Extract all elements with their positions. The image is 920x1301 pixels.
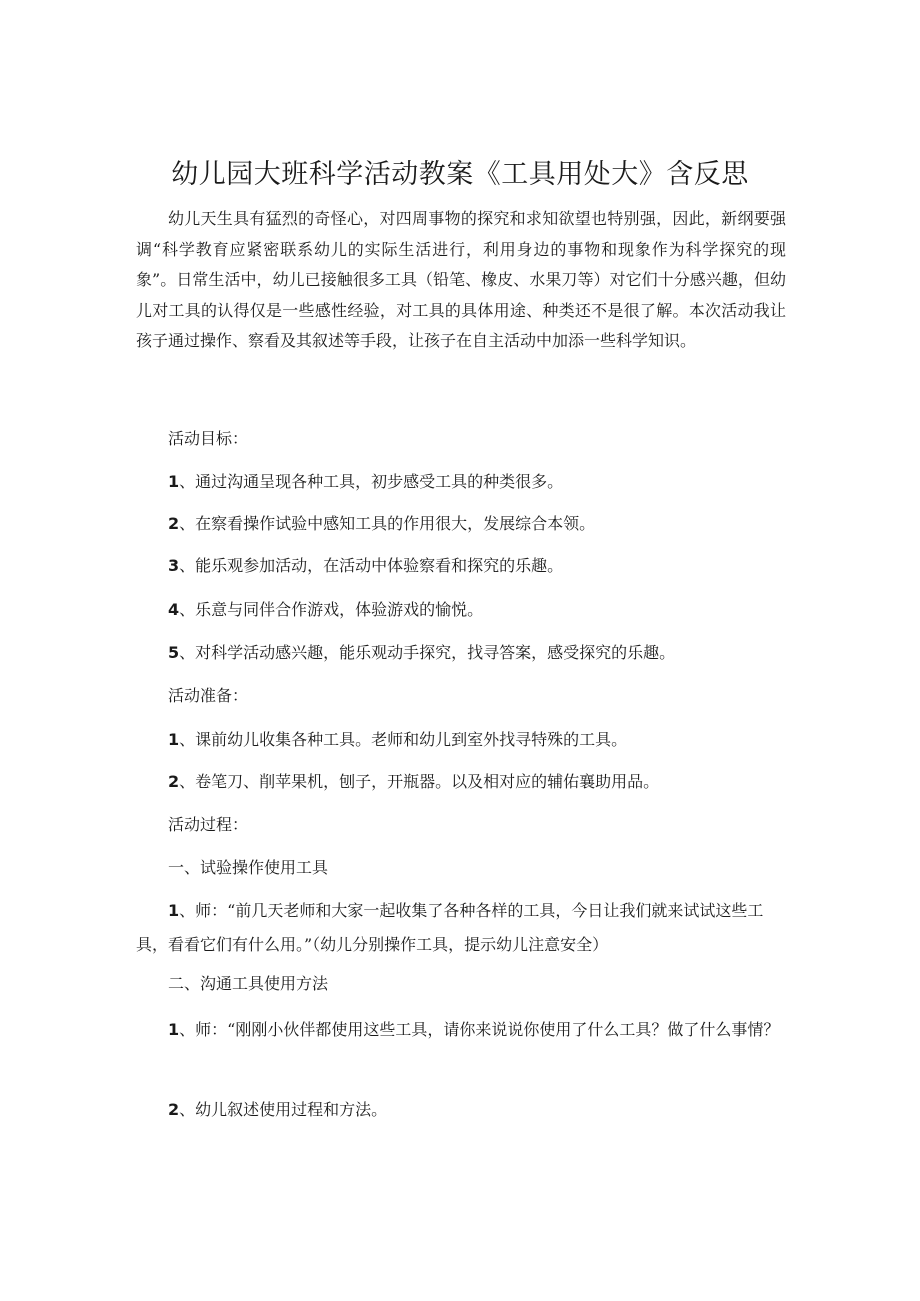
section-two-heading: 二、沟通工具使用方法: [168, 974, 329, 993]
item-text: 、幼儿叙述使用过程和方法。: [179, 1100, 388, 1119]
prep-text: 、课前幼儿收集各种工具。老师和幼儿到室外找寻特殊的工具。: [179, 730, 628, 749]
item-text: 、师：“刚刚小伙伴都使用这些工具，请你来说说你使用了什么工具？做了什么事情？: [179, 1020, 780, 1039]
section-one-item: [136, 894, 788, 962]
item-number: 1: [168, 1020, 180, 1039]
goal-text: 、通过沟通呈现各种工具，初步感受工具的种类很多。: [179, 472, 564, 491]
item-number: 2: [168, 1100, 180, 1119]
intro-paragraph: 幼儿天生具有猛烈的奇怪心，对四周事物的探究和求知欲望也特别强，因此，新纲要强调“科学教育应紧密联系幼儿的实际生活进行，利用身边的事物和现象作为科学探究的现象”。日常生活中，幼儿已接触很多工具（铅笔、橡皮、水果刀等）对它们十分感兴趣，但幼儿对工具的认得仅是一些感性经验，对工具的具体用途、种类还不是很了解。本次活动我让孩子通过操作、察看及其叙述等手段，让孩子在自主活动中加添一些科学知识。: [136, 209, 786, 350]
goal-text: 、在察看操作试验中感知工具的作用很大，发展综合本领。: [179, 514, 596, 533]
prep-item: [168, 725, 788, 755]
goal-text: 、能乐观参加活动，在活动中体验察看和探究的乐趣。: [179, 556, 564, 575]
prep-item: [168, 767, 788, 797]
prep-number: 2: [168, 772, 180, 791]
document-title: 幼儿园大班科学活动教案《工具用处大》含反思: [171, 159, 749, 190]
prep-number: 1: [168, 730, 180, 749]
goal-item: [168, 595, 788, 625]
section-two-item: [168, 1095, 788, 1125]
goal-item: [168, 551, 788, 581]
goals-heading: 活动目标：: [168, 429, 249, 448]
goal-text: 、对科学活动感兴趣，能乐观动手探究，找寻答案，感受探究的乐趣。: [179, 643, 676, 662]
goal-number: 1: [168, 472, 180, 491]
goal-text: 、乐意与同伴合作游戏，体验游戏的愉悦。: [179, 600, 484, 619]
goal-number: 5: [168, 643, 180, 662]
goal-number: 3: [168, 556, 180, 575]
goal-item: [168, 638, 788, 668]
section-one-heading: 一、试验操作使用工具: [168, 858, 329, 877]
process-heading: 活动过程：: [168, 815, 249, 834]
section-two-item: [136, 1013, 788, 1047]
goal-number: 4: [168, 600, 180, 619]
item-number: 1: [168, 901, 180, 920]
goal-number: 2: [168, 514, 180, 533]
prep-text: 、卷笔刀、削苹果机，刨子，开瓶器。以及相对应的辅佑襄助用品。: [179, 772, 660, 791]
goal-item: [168, 467, 788, 497]
item-text: 、师：“前几天老师和大家一起收集了各种各样的工具，今日让我们就来试试这些工具，看看它们有什么用。”（幼儿分别操作工具，提示幼儿注意安全）: [136, 901, 764, 954]
prep-heading: 活动准备：: [168, 686, 249, 705]
goal-item: [168, 509, 788, 539]
